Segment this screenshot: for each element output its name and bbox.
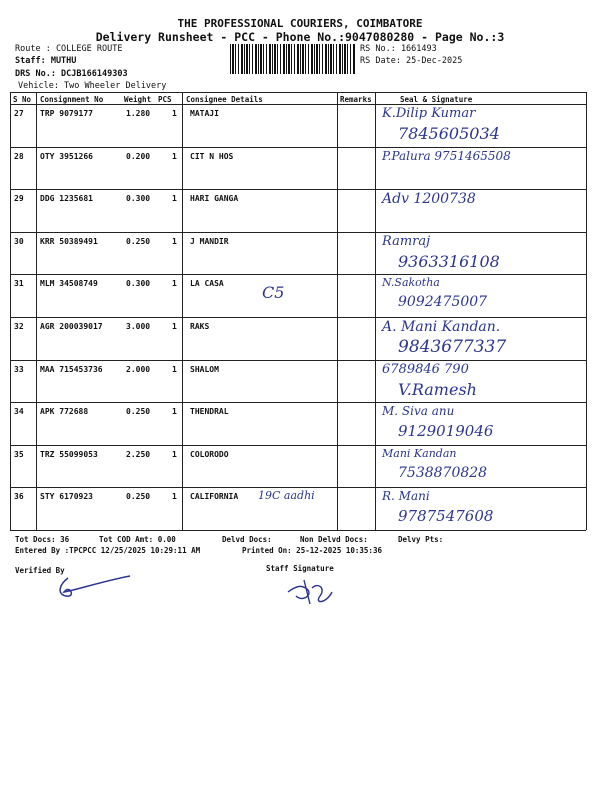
col-divider [182,92,183,530]
consignee-name: THENDRAL [190,407,229,417]
consignment-number: AGR 200039017 [40,322,103,331]
col-divider [36,92,37,530]
signature-name: Mani Kandan [382,446,457,460]
col-header-signature: Seal & Signature [400,95,473,104]
consignment-number: STY 6170923 [40,492,93,502]
signature-name: K.Dilip Kumar [382,106,476,121]
weight-value: 0.250 [126,407,151,417]
pieces-count: 1 [172,407,177,417]
remarks-handwritten: C5 [262,283,285,303]
row-divider [10,487,586,488]
entered-by: Entered By :TPCPCC 12/25/2025 10:29:11 AM [15,546,201,555]
barcode [230,44,356,74]
staff-label: Staff: MUTHU [15,56,77,66]
weight-value: 1.280 [126,109,151,118]
consignee-name: RAKS [190,322,210,331]
pieces-count: 1 [172,151,177,161]
col-divider [586,92,587,530]
staff-signature-mark [282,574,342,608]
table-bottom-border [10,530,586,531]
serial-number: 34 [14,407,24,417]
signature-phone: 9787547608 [398,507,494,526]
signature-phone: 7538870828 [398,464,488,481]
verified-by-signature [40,570,140,606]
signature-name: 6789846 790 [382,361,469,377]
row-divider [10,274,586,275]
signature-name: Ramraj [382,233,431,249]
weight-value: 2.250 [126,449,151,459]
consignee-name: CALIFORNIA [190,492,239,502]
consignee-name: CIT N HOS [190,151,234,161]
weight-value: 3.000 [126,322,151,331]
drs-number: DRS No.: DCJB166149303 [15,69,128,79]
signature-phone: 9092475007 [398,294,488,311]
signature-name: P.Palura 9751465508 [382,148,511,163]
col-header-pcs: PCS [158,95,172,104]
serial-number: 27 [14,109,24,118]
weight-value: 0.300 [126,194,151,204]
pieces-count: 1 [172,322,177,331]
row-divider [10,232,586,233]
serial-number: 35 [14,449,24,459]
col-header-consignee: Consignee Details [186,95,263,104]
weight-value: 0.200 [126,151,151,161]
consignment-number: MAA 715453736 [40,364,103,374]
non-delivered-docs: Non Delvd Docs: [300,535,368,544]
serial-number: 32 [14,322,24,331]
serial-number: 28 [14,151,24,161]
weight-value: 0.250 [126,492,151,502]
total-cod-amount: Tot COD Amt: 0.00 [99,535,176,544]
verified-by-label: Verified By [15,566,65,575]
signature-phone: 9843677337 [398,337,507,357]
consignment-number: TRZ 55099053 [40,449,98,459]
consignment-number: OTY 3951266 [40,151,93,161]
weight-value: 0.300 [126,279,151,289]
signature-name: A. Mani Kandan. [382,319,501,335]
serial-number: 30 [14,236,24,246]
table-top-border [10,92,586,93]
serial-number: 33 [14,364,24,374]
rs-number: RS No.: 1661493 [360,44,437,54]
consignee-name: LA CASA [190,279,224,289]
row-divider [10,147,586,148]
route-label: Route : COLLEGE ROUTE [15,44,123,54]
vehicle-label: Vehicle: Two Wheeler Delivery [18,81,167,91]
col-header-weight: Weight [124,95,152,104]
consignee-name: SHALOM [190,364,219,374]
consignment-number: KRR 50389491 [40,236,98,246]
consignee-name: COLORODO [190,449,229,459]
row-divider [10,189,586,190]
table-header-border [10,104,586,105]
signature-name: R. Mani [382,489,430,504]
signature-name: M. Siva anu [382,404,455,419]
printed-on: Printed On: 25-12-2025 10:35:36 [242,546,382,555]
pieces-count: 1 [172,109,177,118]
runsheet-title: Delivery Runsheet - PCC - Phone No.:9047080280 - Page No.:3 [95,30,505,44]
consignment-number: DDG 1235681 [40,194,93,204]
serial-number: 31 [14,279,24,289]
signature-phone: 9363316108 [398,251,500,271]
weight-value: 2.000 [126,364,151,374]
consignee-name: HARI GANGA [190,194,239,204]
row-divider [10,317,586,318]
pieces-count: 1 [172,492,177,502]
pieces-count: 1 [172,449,177,459]
signature-phone: 7845605034 [398,124,500,143]
consignment-number: APK 772688 [40,407,89,417]
col-divider [337,92,338,530]
serial-number: 36 [14,492,24,502]
consignment-number: TRP 9079177 [40,109,93,118]
staff-signature-label: Staff Signature [266,564,334,573]
delivered-docs: Delvd Docs: [222,535,272,544]
pieces-count: 1 [172,279,177,289]
col-divider [10,92,11,530]
signature-name: Adv 1200738 [382,191,476,208]
col-divider [375,92,376,530]
signature-name: N.Sakotha [382,276,440,290]
signature-phone: 9129019046 [398,422,494,441]
serial-number: 29 [14,194,24,204]
col-header-remarks: Remarks [340,95,372,104]
pieces-count: 1 [172,194,177,204]
consignment-number: MLM 34508749 [40,279,98,289]
col-header-consignment: Consignment No [40,95,104,104]
rs-date: RS Date: 25-Dec-2025 [360,56,463,66]
row-divider [10,445,586,446]
pieces-count: 1 [172,364,177,374]
delivery-points: Delvy Pts: [398,535,444,544]
signature-phone: V.Ramesh [398,379,477,399]
weight-value: 0.250 [126,236,151,246]
pieces-count: 1 [172,236,177,246]
consignee-name: MATAJI [190,109,219,118]
total-docs: Tot Docs: 36 [15,535,70,544]
row-divider [10,402,586,403]
company-name: THE PROFESSIONAL COURIERS, COIMBATORE [177,17,423,30]
remarks-handwritten: 19C aadhi [258,489,315,503]
consignee-name: J MANDIR [190,236,229,246]
col-header-sno: S No [13,95,32,104]
row-divider [10,360,586,361]
